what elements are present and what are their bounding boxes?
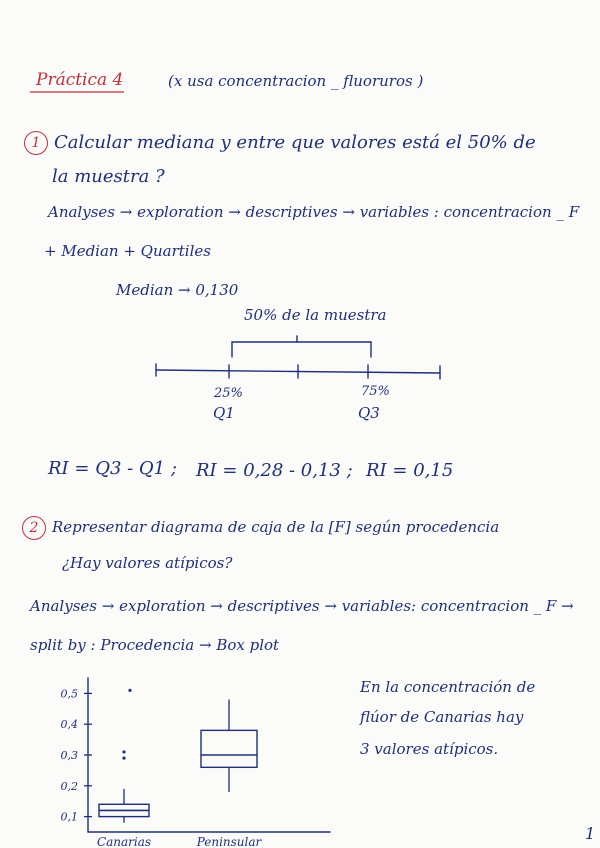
y-tick-label: 0,5 [60, 687, 78, 701]
note-line2: flúor de Canarias hay [360, 708, 524, 726]
ri-result: RI = 0,15 [366, 460, 454, 481]
q3-label: Q3 [358, 404, 380, 422]
q1-percent: 25% [214, 386, 243, 401]
bracket-label: 50% de la muestra [244, 306, 387, 324]
ri-formula: RI = Q3 - Q1 ; [48, 458, 177, 479]
practice-subtitle: (x usa concentracion _ fluoruros ) [168, 72, 424, 90]
y-tick-label: 0,1 [60, 810, 78, 824]
q1-number: 1 [24, 131, 48, 155]
note-line3: 3 valores atípicos. [360, 740, 499, 758]
y-tick-label: 0,4 [60, 718, 78, 732]
x-category-label: Peninsular [196, 835, 262, 848]
box-iqr [201, 730, 257, 767]
practice-title: Práctica 4 [36, 70, 124, 90]
box-canarias [99, 689, 149, 823]
q2-number: 2 [22, 516, 46, 540]
q2-question-line2: ¿Hay valores atípicos? [62, 554, 233, 572]
q1-steps-line2: + Median + Quartiles [44, 242, 211, 260]
q1-label: Q1 [213, 404, 235, 422]
q1-steps-line1: Analyses → exploration → descriptives → variables : concentracion _ F [48, 203, 580, 221]
q2-question-line1: Representar diagrama de caja de la [F] según procedencia [52, 518, 500, 536]
x-category-label: Canarias [96, 835, 152, 848]
q1-question-line2: la muestra ? [52, 166, 165, 187]
q2-steps-line2: split by : Procedencia → Box plot [30, 636, 280, 654]
outlier-point [128, 689, 131, 692]
y-tick-label: 0,2 [60, 779, 78, 793]
median-result: Median → 0,130 [116, 281, 239, 299]
outlier-point [122, 750, 125, 753]
box-peninsular [201, 700, 257, 792]
outlier-point [122, 756, 125, 759]
ri-calculation: RI = 0,28 - 0,13 ; [196, 460, 353, 481]
q2-steps-line1: Analyses → exploration → descriptives → variables: concentracion _ F → [30, 597, 574, 615]
note-line1: En la concentración de [360, 678, 536, 696]
q3-percent: 75% [361, 384, 390, 399]
y-tick-label: 0,3 [60, 749, 78, 762]
q1-question-line1: Calcular mediana y entre que valores está el 50% de [54, 132, 536, 153]
page-number: 1 [585, 824, 596, 843]
